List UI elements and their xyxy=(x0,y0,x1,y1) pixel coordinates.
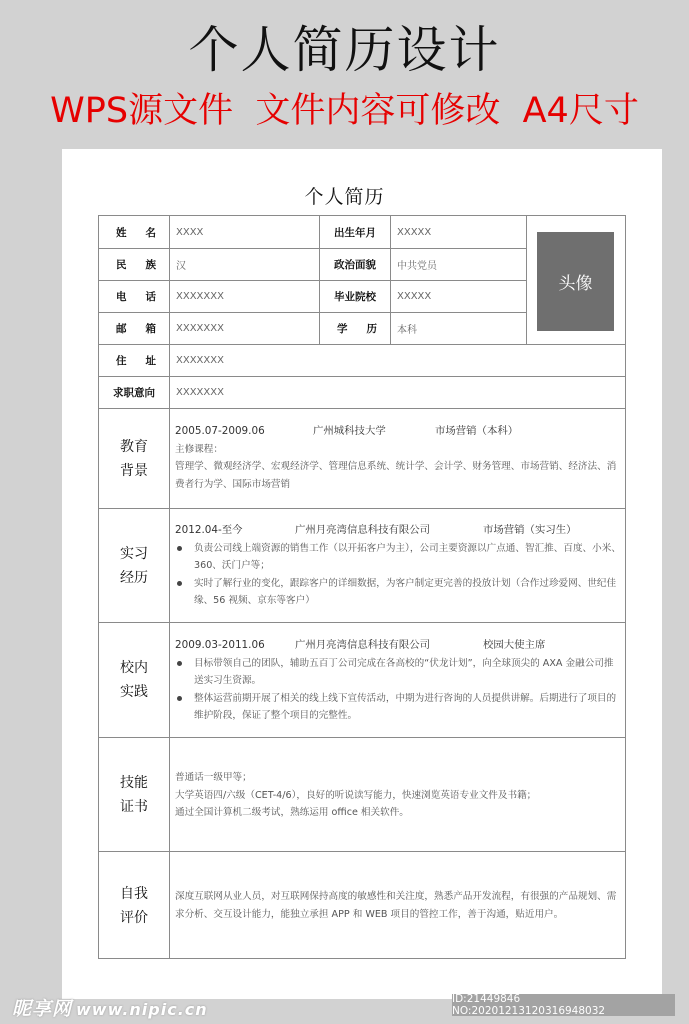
section-self-eval[interactable]: 深度互联网从业人员，对互联网保持高度的敏感性和关注度，熟悉产品开发流程，有很强的产品规划、需求分析、交互设计能力，能独立承担 APP 和 WEB 项目的管控工作，善于沟通，贴近用户。 xyxy=(175,891,617,920)
skill-line: 大学英语四/六级（CET-4/6），良好的听说读写能力，快速浏览英语专业文件及书籍； xyxy=(175,789,537,801)
campus-role: 校园大使主席 xyxy=(483,639,546,651)
label-school: 毕业院校 xyxy=(334,291,376,303)
row-divider xyxy=(98,851,626,852)
section-internship[interactable] xyxy=(175,522,623,610)
skill-line: 通过全国计算机二级考试，熟练运用 office 相关软件。 xyxy=(175,807,409,818)
education-school: 广州城科技大学 xyxy=(313,425,386,437)
label-name: 姓 名 xyxy=(116,226,156,239)
value-birth[interactable]: XXXXX xyxy=(397,226,432,238)
label-degree: 学 历 xyxy=(337,323,377,335)
education-major: 市场营销（本科） xyxy=(435,425,519,437)
value-politics[interactable]: 中共党员 xyxy=(397,261,437,272)
internship-company: 广州月亮湾信息科技有限公司 xyxy=(295,524,431,536)
internship-period: 2012.04-至今 xyxy=(175,524,243,536)
section-label-education: 教育 背景 xyxy=(120,438,148,479)
section-label-internship: 实习 经历 xyxy=(120,545,148,586)
internship-header xyxy=(175,522,623,540)
campus-company: 广州月亮湾信息科技有限公司 xyxy=(295,639,431,651)
label-ethnicity: 民 族 xyxy=(116,259,156,271)
row-divider xyxy=(98,622,626,623)
courses-list: 管理学、微观经济学、宏观经济学、管理信息系统、统计学、会计学、财务管理、市场营销、经济法、消费者行为学、国际市场营销 xyxy=(175,461,617,490)
row-divider xyxy=(98,408,626,409)
label-politics: 政治面貌 xyxy=(334,259,376,271)
education-header xyxy=(175,423,623,441)
list-item: 整体运营前期开展了相关的线上线下宣传活动，中期为进行咨询的人员提供讲解。后期进行了项目的维护阶段，保证了整个项目的完整性。 xyxy=(175,690,623,725)
section-label-skills: 技能 证书 xyxy=(120,774,148,815)
banner-subtitle: WPS源文件 文件内容可修改 A4尺寸 xyxy=(50,91,639,131)
value-email[interactable]: XXXXXXX xyxy=(176,323,224,334)
value-school[interactable]: XXXXX xyxy=(397,291,432,302)
watermark-logo: 昵享网 www.nipic.cn xyxy=(12,998,208,1020)
section-label-campus: 校内 实践 xyxy=(120,660,148,700)
watermark-id: ID:21449846 NO:20201213120316948032 xyxy=(452,994,675,1016)
campus-header xyxy=(175,637,623,655)
resume-title: 个人简历 xyxy=(304,186,385,208)
photo-placeholder[interactable] xyxy=(537,232,614,331)
row-divider xyxy=(98,508,626,509)
label-birth: 出生年月 xyxy=(334,226,376,239)
value-name[interactable]: XXXX xyxy=(176,226,204,238)
label-intention: 求职意向 xyxy=(113,387,155,399)
section-label-self-eval: 自我 评价 xyxy=(120,885,148,926)
section-skills[interactable] xyxy=(175,769,623,822)
label-address: 住 址 xyxy=(116,355,156,367)
skill-line: 普通话一级甲等； xyxy=(175,772,252,783)
row-divider xyxy=(98,737,626,738)
section-campus[interactable] xyxy=(175,637,623,725)
value-intention[interactable]: XXXXXXX xyxy=(176,387,224,398)
value-ethnicity[interactable]: 汉 xyxy=(176,261,186,272)
list-item: 负责公司线上端资源的销售工作（以开拓客户为主），公司主要资源以广点通、智汇推、百度、小米、360、沃门户等； xyxy=(175,540,623,575)
list-item: 目标带领自己的团队，辅助五百丁公司完成在各高校的“伏龙计划”，向全球顶尖的 AXA 金融公司推送实习生资源。 xyxy=(175,655,623,690)
list-item: 实时了解行业的变化，跟踪客户的详细数据，为客户制定更完善的投放计划（合作过珍爱网、世纪佳缘、56 视频、京东等客户） xyxy=(175,575,623,610)
banner-title: 个人简历设计 xyxy=(188,21,501,79)
photo-label: 头像 xyxy=(558,274,593,294)
col-divider xyxy=(526,215,527,344)
section-education[interactable] xyxy=(175,423,623,493)
campus-period: 2009.03-2011.06 xyxy=(175,639,265,651)
label-phone: 电 话 xyxy=(116,291,156,303)
label-email: 邮 箱 xyxy=(116,323,156,335)
value-address[interactable]: XXXXXXX xyxy=(176,355,224,366)
courses-title: 主修课程： xyxy=(175,443,223,455)
value-phone[interactable]: XXXXXXX xyxy=(176,291,224,302)
education-period: 2005.07-2009.06 xyxy=(175,425,265,437)
value-degree[interactable]: 本科 xyxy=(397,325,417,336)
internship-role: 市场营销（实习生） xyxy=(483,524,577,536)
